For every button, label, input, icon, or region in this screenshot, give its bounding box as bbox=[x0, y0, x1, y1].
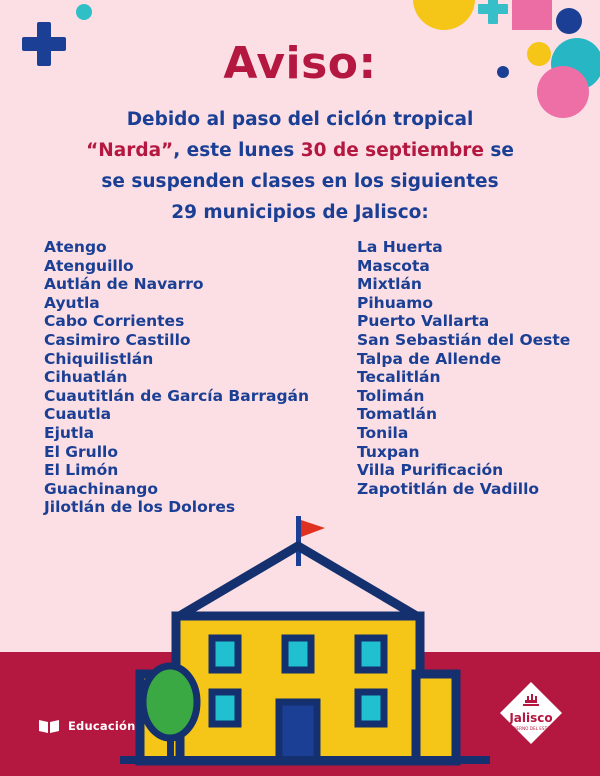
book-icon bbox=[38, 718, 60, 734]
list-item: Pihuamo bbox=[357, 293, 434, 312]
list-item: Tonila bbox=[357, 423, 409, 442]
circle-yellow-icon bbox=[413, 0, 475, 30]
education-label: Educación bbox=[68, 719, 136, 733]
jalisco-badge bbox=[498, 680, 564, 746]
lead-line-2d: se bbox=[483, 140, 514, 161]
list-item: Puerto Vallarta bbox=[357, 312, 490, 331]
page-title: Aviso: bbox=[223, 38, 377, 89]
lead-line-2b: , este lunes bbox=[173, 140, 301, 161]
list-item: Talpa de Allende bbox=[357, 349, 502, 368]
storm-name: “Narda” bbox=[86, 140, 174, 161]
list-item: Ejutla bbox=[44, 423, 95, 442]
list-item: Mascota bbox=[357, 256, 430, 275]
plus-teal-icon bbox=[478, 0, 508, 24]
list-item: Atengo bbox=[44, 238, 107, 256]
list-item: Chiquilistlán bbox=[44, 349, 154, 368]
square-pink-icon bbox=[512, 0, 552, 30]
suspension-date: 30 de septiembre bbox=[300, 140, 484, 161]
list-item: Jilotlán de los Dolores bbox=[44, 498, 236, 517]
education-logo bbox=[38, 718, 136, 734]
list-item: Cabo Corrientes bbox=[44, 312, 185, 331]
list-item: Atenguillo bbox=[44, 256, 134, 275]
announcement-text bbox=[0, 104, 600, 228]
list-item: El Grullo bbox=[44, 442, 118, 461]
municipality-lists bbox=[0, 238, 600, 517]
list-item: Tolimán bbox=[357, 386, 425, 405]
lead-line-1: Debido al paso del ciclón tropical bbox=[126, 109, 474, 130]
list-item: El Limón bbox=[44, 461, 119, 480]
list-item: Tecalitlán bbox=[357, 368, 441, 387]
list-item: Mixtlán bbox=[357, 275, 422, 294]
list-item: Villa Purificación bbox=[357, 461, 504, 480]
lead-line-4: 29 municipios de Jalisco: bbox=[171, 202, 429, 223]
municipality-column-1 bbox=[44, 238, 310, 517]
list-item: Cuautla bbox=[44, 405, 112, 424]
list-item: Tuxpan bbox=[357, 442, 420, 461]
list-item: La Huerta bbox=[357, 238, 443, 256]
list-item: Zapotitlán de Vadillo bbox=[357, 479, 540, 498]
list-item: Autlán de Navarro bbox=[44, 275, 204, 294]
svg-text:Jalisco: Jalisco bbox=[509, 711, 553, 725]
municipality-column-2 bbox=[307, 238, 570, 517]
list-item: Casimiro Castillo bbox=[44, 330, 191, 349]
list-item: Guachinango bbox=[44, 479, 159, 498]
circle-navy-icon bbox=[556, 8, 582, 34]
list-item: Ayutla bbox=[44, 293, 100, 312]
lead-line-3: se suspenden clases en los siguientes bbox=[101, 171, 499, 192]
list-item: Tomatlán bbox=[357, 405, 437, 424]
dot-teal-icon bbox=[76, 4, 92, 20]
list-item: Cuautitlán de García Barragán bbox=[44, 386, 310, 405]
list-item: Cihuatlán bbox=[44, 368, 128, 387]
list-item: San Sebastián del Oeste bbox=[357, 330, 571, 349]
svg-text:GOBIERNO DEL ESTADO: GOBIERNO DEL ESTADO bbox=[505, 726, 557, 731]
